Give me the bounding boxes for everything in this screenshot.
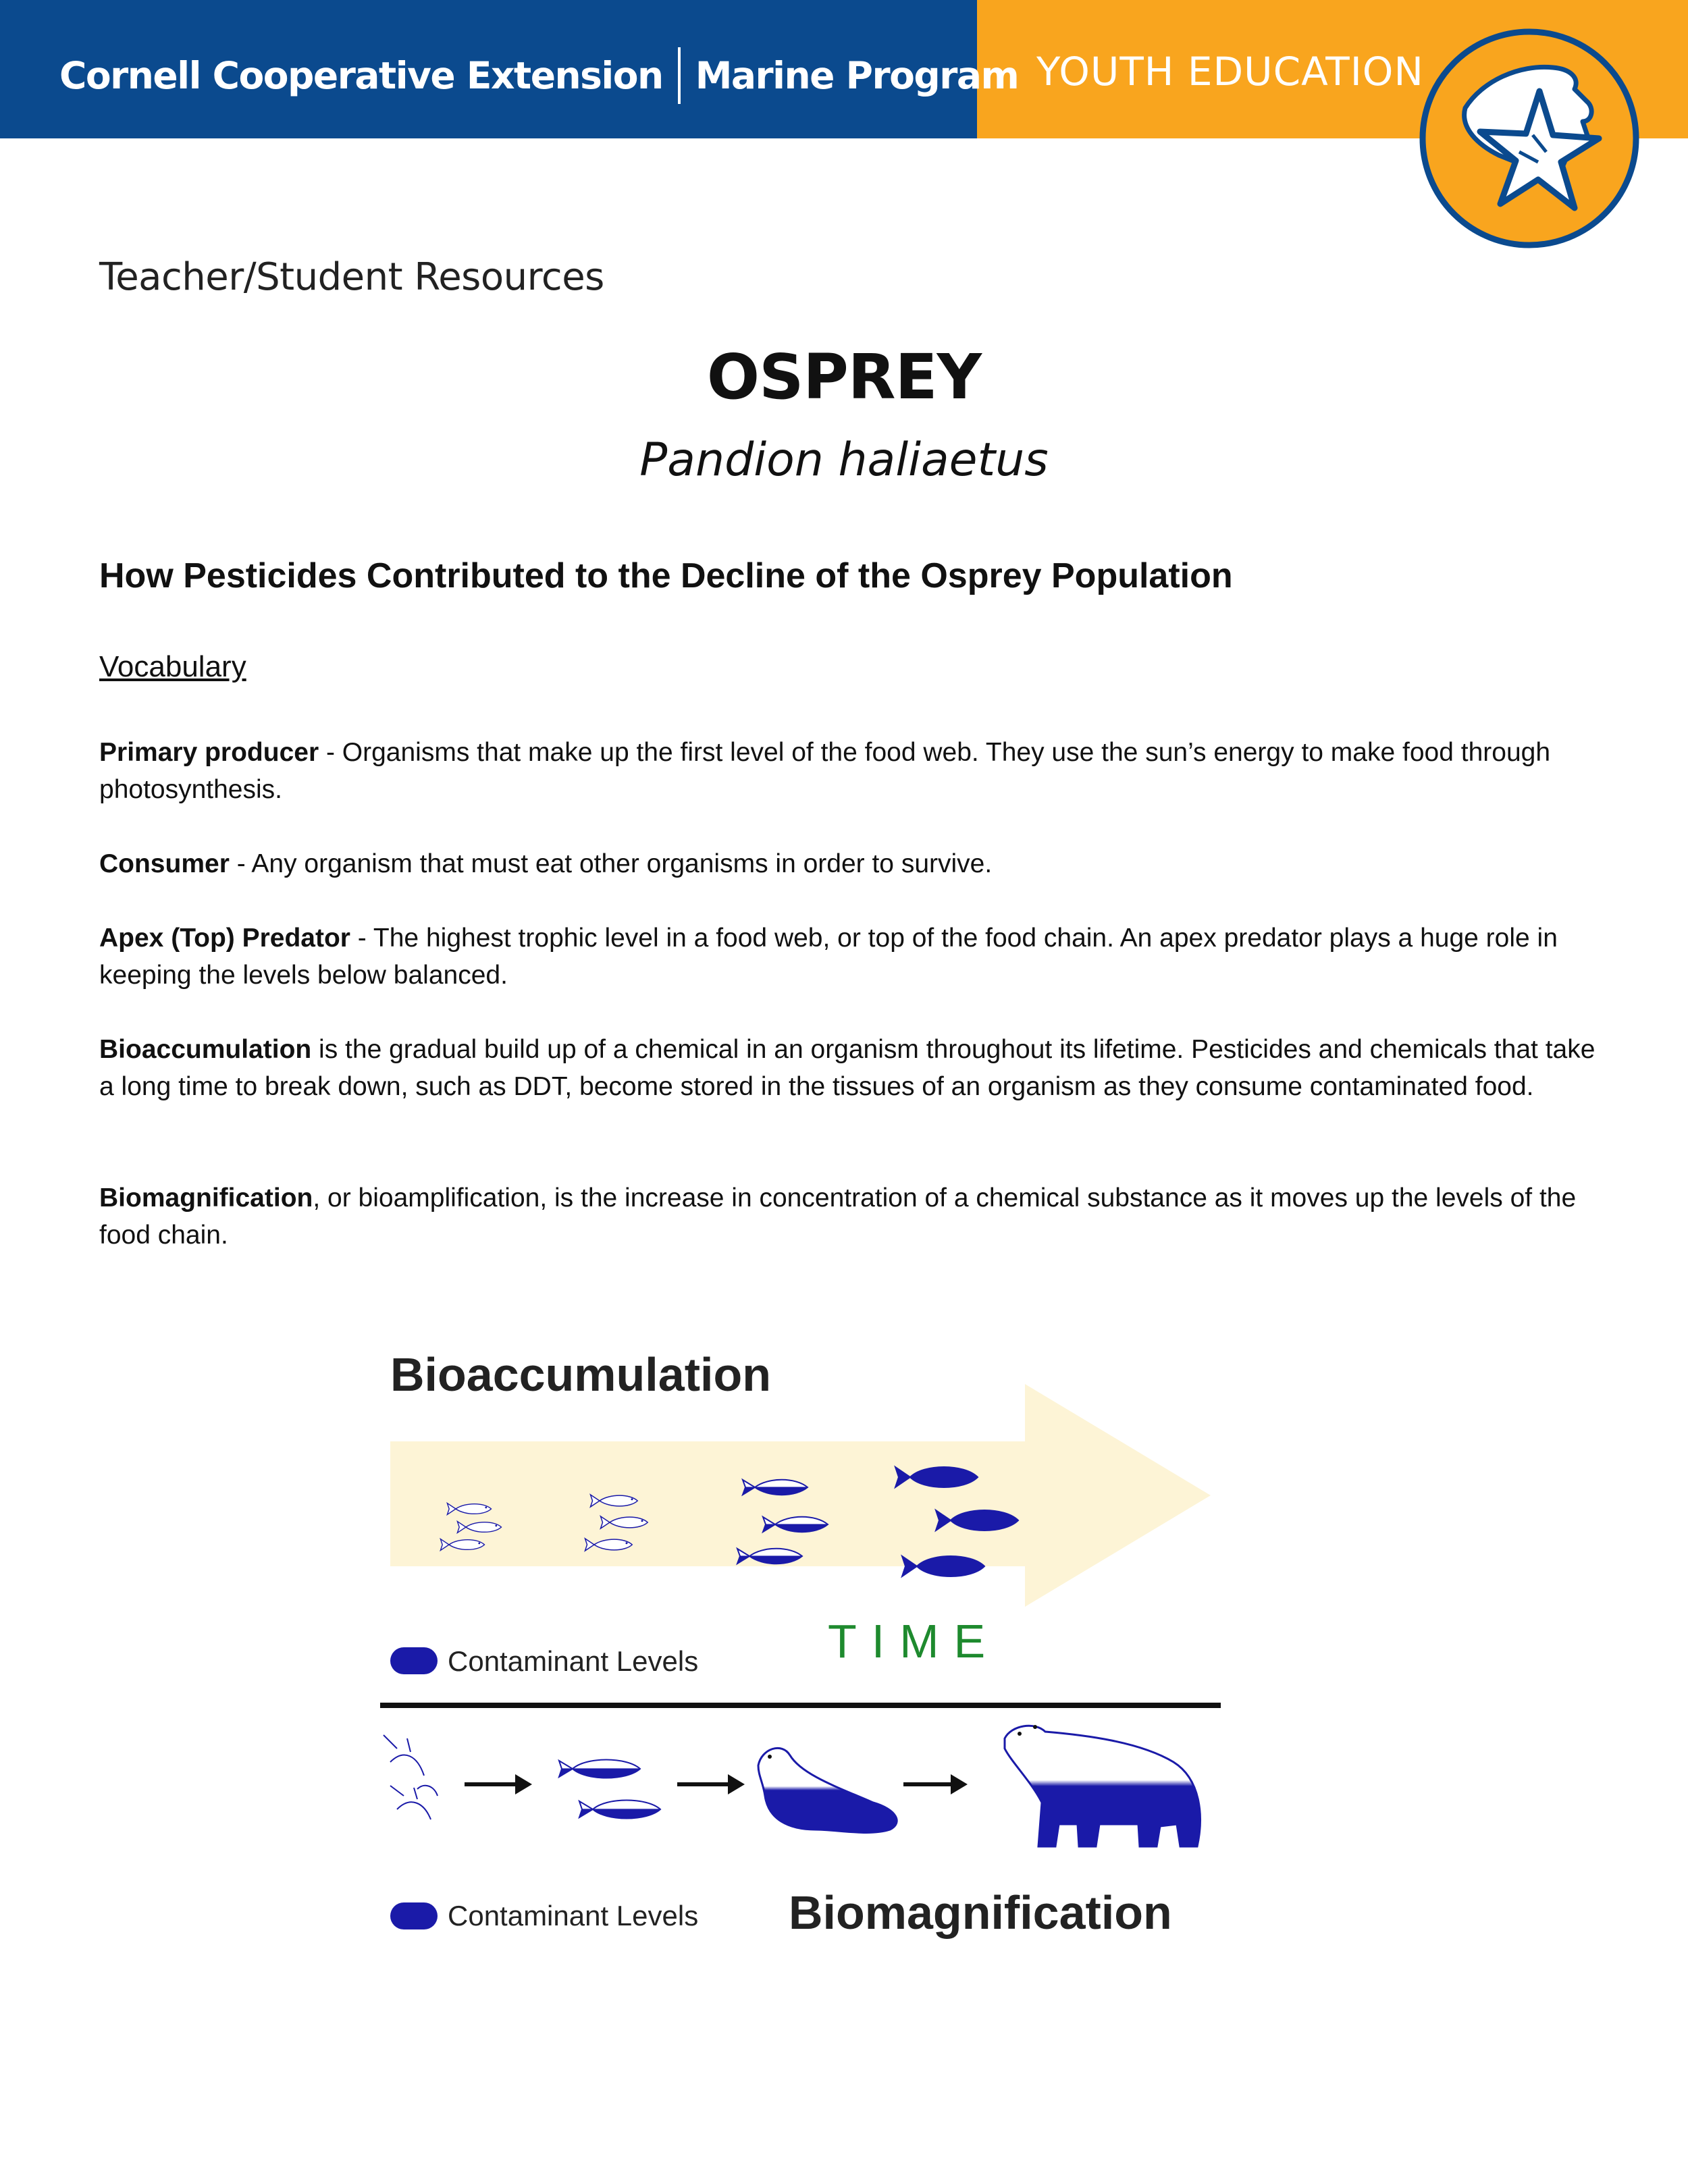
- time-label: TIME: [828, 1615, 1001, 1668]
- plankton-shrimp: [384, 1735, 438, 1819]
- header-org: [59, 49, 1018, 103]
- page-title: OSPREY: [706, 341, 982, 413]
- vocab-definition: , or bioamplification, is the increase in concentration of a chemical substance as it moves up the levels of the food chain.: [99, 1183, 1577, 1250]
- section-label: YOUTH EDUCATION: [1036, 49, 1424, 95]
- vocab-definition: - Any organism that must eat other organisms in order to survive.: [229, 849, 993, 878]
- chain-fish: [559, 1760, 660, 1819]
- vocab-definition: is the gradual build up of a chemical in an organism throughout its lifetime. Pesticides and chemicals that take a long time to break down, such as DDT, become stored in the tissues of an organism as they consume contaminated food.: [99, 1035, 1595, 1101]
- vocab-term: Apex (Top) Predator: [99, 924, 350, 953]
- biomagnification-title: Biomagnification: [789, 1886, 1172, 1939]
- org-name: Cornell Cooperative Extension: [59, 54, 663, 97]
- legend-label: Contaminant Levels: [448, 1645, 699, 1677]
- vocab-entry-primary-producer: [99, 734, 1605, 808]
- vocab-term: Primary producer: [99, 738, 319, 767]
- time-arrow: [390, 1384, 1211, 1607]
- bioaccumulation-title: Bioaccumulation: [390, 1348, 771, 1401]
- divider-line: [380, 1703, 1221, 1708]
- resources-label: Teacher/Student Resources: [99, 255, 604, 299]
- hand-starfish-logo-icon: [1418, 27, 1641, 250]
- bioaccumulation-biomagnification-figure: [370, 1343, 1228, 1965]
- seal: [758, 1748, 897, 1832]
- section-heading: How Pesticides Contributed to the Decline of the Osprey Population: [99, 556, 1233, 595]
- program-name: Marine Program: [695, 54, 1019, 97]
- contaminant-swatch-2: [390, 1902, 438, 1929]
- vocab-term: Biomagnification: [99, 1183, 313, 1213]
- vocab-term: Consumer: [99, 849, 230, 878]
- chain-arrow-1: [465, 1774, 532, 1794]
- vocab-definition: - The highest trophic level in a food web, or top of the food chain. An apex predator plays a huge role in keeping the levels below balanced.: [99, 924, 1558, 990]
- vocab-entry-biomagnification: [99, 1179, 1605, 1254]
- vocab-definition: - Organisms that make up the first level of the food web. They use the sun’s energy to make food through photosynthesis.: [99, 738, 1551, 804]
- vocab-entry-apex-predator: [99, 920, 1605, 994]
- vocabulary-label: Vocabulary: [99, 650, 246, 683]
- vocab-term: Bioaccumulation: [99, 1035, 312, 1064]
- chain-arrow-2: [677, 1774, 745, 1794]
- contaminant-swatch: [390, 1647, 438, 1674]
- header-divider: [678, 47, 681, 104]
- polar-bear: [1005, 1725, 1200, 1846]
- legend-label-2: Contaminant Levels: [448, 1900, 699, 1932]
- vocab-entry-consumer: [99, 845, 1605, 882]
- chain-arrow-3: [903, 1774, 968, 1794]
- vocab-entry-bioaccumulation: [99, 1031, 1605, 1105]
- scientific-name: Pandion haliaetus: [639, 433, 1049, 487]
